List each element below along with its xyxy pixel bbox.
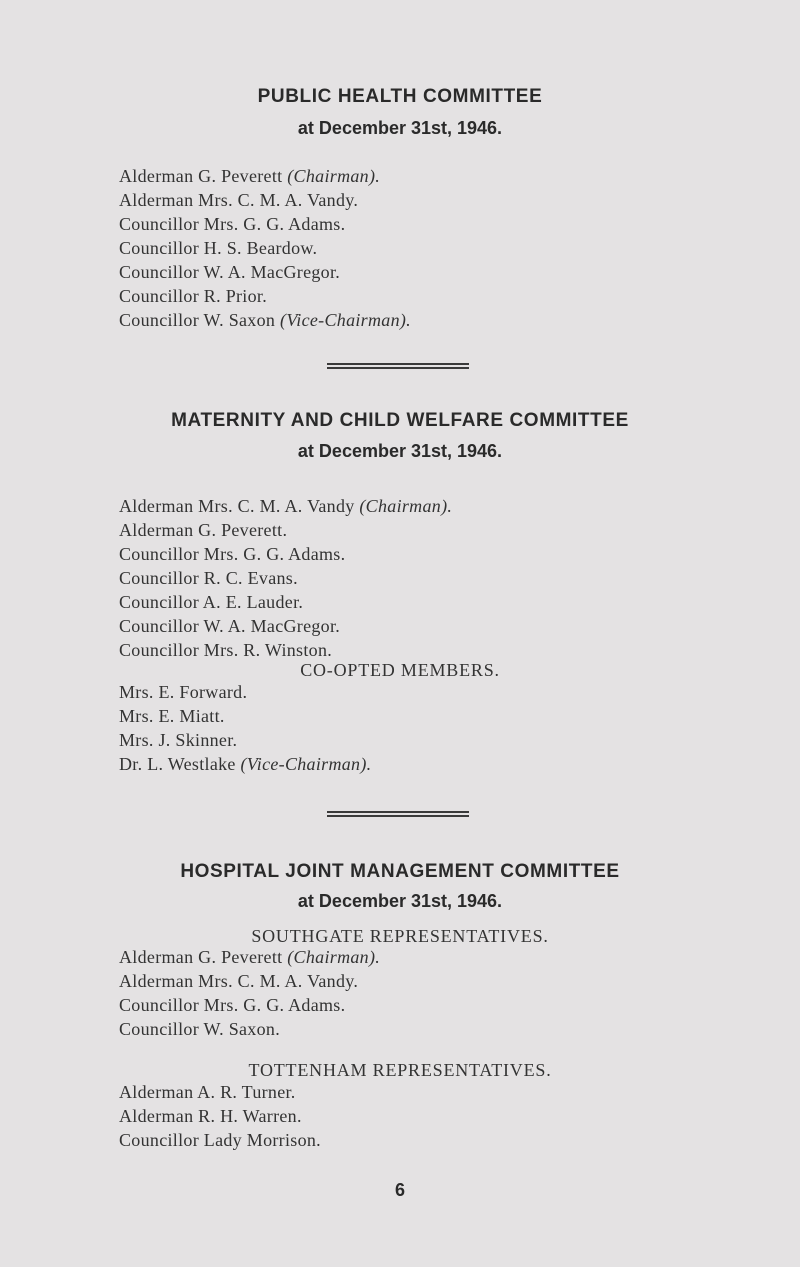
- member-entry: [119, 752, 371, 776]
- member-entry: [119, 945, 380, 969]
- member-name: Alderman G. Peverett: [119, 166, 283, 186]
- member-name: Councillor R. Prior.: [119, 286, 268, 306]
- member-name: Councillor Mrs. G. G. Adams.: [119, 995, 346, 1015]
- member-name: Mrs. J. Skinner.: [119, 730, 238, 750]
- member-name: Alderman G. Peverett: [119, 947, 283, 967]
- member-name: Councillor Mrs. R. Winston.: [119, 640, 333, 660]
- member-role: (Chairman).: [287, 947, 381, 967]
- member-role: (Vice-Chairman).: [240, 754, 372, 774]
- member-name: Alderman A. R. Turner.: [119, 1082, 296, 1102]
- member-name: Councillor Lady Morrison.: [119, 1130, 321, 1150]
- member-name: Councillor W. Saxon: [119, 310, 276, 330]
- hospital-date: at December 31st, 1946.: [297, 891, 503, 911]
- member-role: (Vice-Chairman).: [280, 310, 411, 330]
- member-entry: [119, 260, 411, 284]
- member-entry: [119, 993, 380, 1017]
- member-name: Mrs. E. Miatt.: [119, 706, 225, 726]
- member-name: Alderman G. Peverett.: [119, 520, 288, 540]
- tottenham-representatives-label: TOTTENHAM REPRESENTATIVES.: [248, 1060, 552, 1080]
- maternity-date: at December 31st, 1946.: [297, 441, 503, 461]
- member-entry: [119, 1017, 380, 1041]
- public-health-members: [119, 164, 411, 332]
- member-name: Alderman R. H. Warren.: [119, 1106, 302, 1126]
- member-entry: [119, 638, 452, 662]
- member-entry: [119, 680, 371, 704]
- member-name: Councillor Mrs. G. G. Adams.: [119, 544, 346, 564]
- member-role: (Chairman).: [287, 166, 381, 186]
- southgate-representatives-label: SOUTHGATE REPRESENTATIVES.: [251, 926, 549, 946]
- coopted-members: [119, 680, 371, 776]
- public-health-title: PUBLIC HEALTH COMMITTEE: [257, 86, 543, 107]
- member-entry: [119, 494, 452, 518]
- page-number: 6: [394, 1180, 405, 1200]
- tottenham-representatives: [119, 1080, 321, 1152]
- southgate-representatives: [119, 945, 380, 1041]
- member-entry: [119, 704, 371, 728]
- member-role: (Chairman).: [359, 496, 453, 516]
- member-name: Councillor W. A. MacGregor.: [119, 616, 341, 636]
- member-entry: [119, 308, 411, 332]
- member-name: Mrs. E. Forward.: [119, 682, 248, 702]
- hospital-title: HOSPITAL JOINT MANAGEMENT COMMITTEE: [180, 861, 620, 882]
- member-entry: [119, 518, 452, 542]
- member-entry: [119, 284, 411, 308]
- member-entry: [119, 969, 380, 993]
- member-name: Dr. L. Westlake: [119, 754, 236, 774]
- coopted-members-label: CO-OPTED MEMBERS.: [300, 660, 500, 680]
- member-entry: [119, 590, 452, 614]
- member-entry: [119, 566, 452, 590]
- member-name: Alderman Mrs. C. M. A. Vandy.: [119, 971, 359, 991]
- member-name: Alderman Mrs. C. M. A. Vandy: [119, 496, 355, 516]
- public-health-date: at December 31st, 1946.: [297, 118, 503, 138]
- maternity-title: MATERNITY AND CHILD WELFARE COMMITTEE: [171, 410, 629, 431]
- section-divider: [327, 811, 469, 817]
- member-name: Councillor A. E. Lauder.: [119, 592, 304, 612]
- member-entry: [119, 236, 411, 260]
- member-entry: [119, 188, 411, 212]
- member-name: Councillor R. C. Evans.: [119, 568, 298, 588]
- member-entry: [119, 1104, 321, 1128]
- member-name: Councillor W. A. MacGregor.: [119, 262, 341, 282]
- member-entry: [119, 728, 371, 752]
- member-name: Councillor W. Saxon.: [119, 1019, 281, 1039]
- member-entry: [119, 614, 452, 638]
- member-name: Councillor Mrs. G. G. Adams.: [119, 214, 346, 234]
- member-name: Alderman Mrs. C. M. A. Vandy.: [119, 190, 359, 210]
- member-entry: [119, 164, 411, 188]
- section-divider: [327, 363, 469, 369]
- member-entry: [119, 1080, 321, 1104]
- member-entry: [119, 212, 411, 236]
- member-entry: [119, 542, 452, 566]
- member-entry: [119, 1128, 321, 1152]
- member-name: Councillor H. S. Beardow.: [119, 238, 318, 258]
- maternity-members: [119, 494, 452, 662]
